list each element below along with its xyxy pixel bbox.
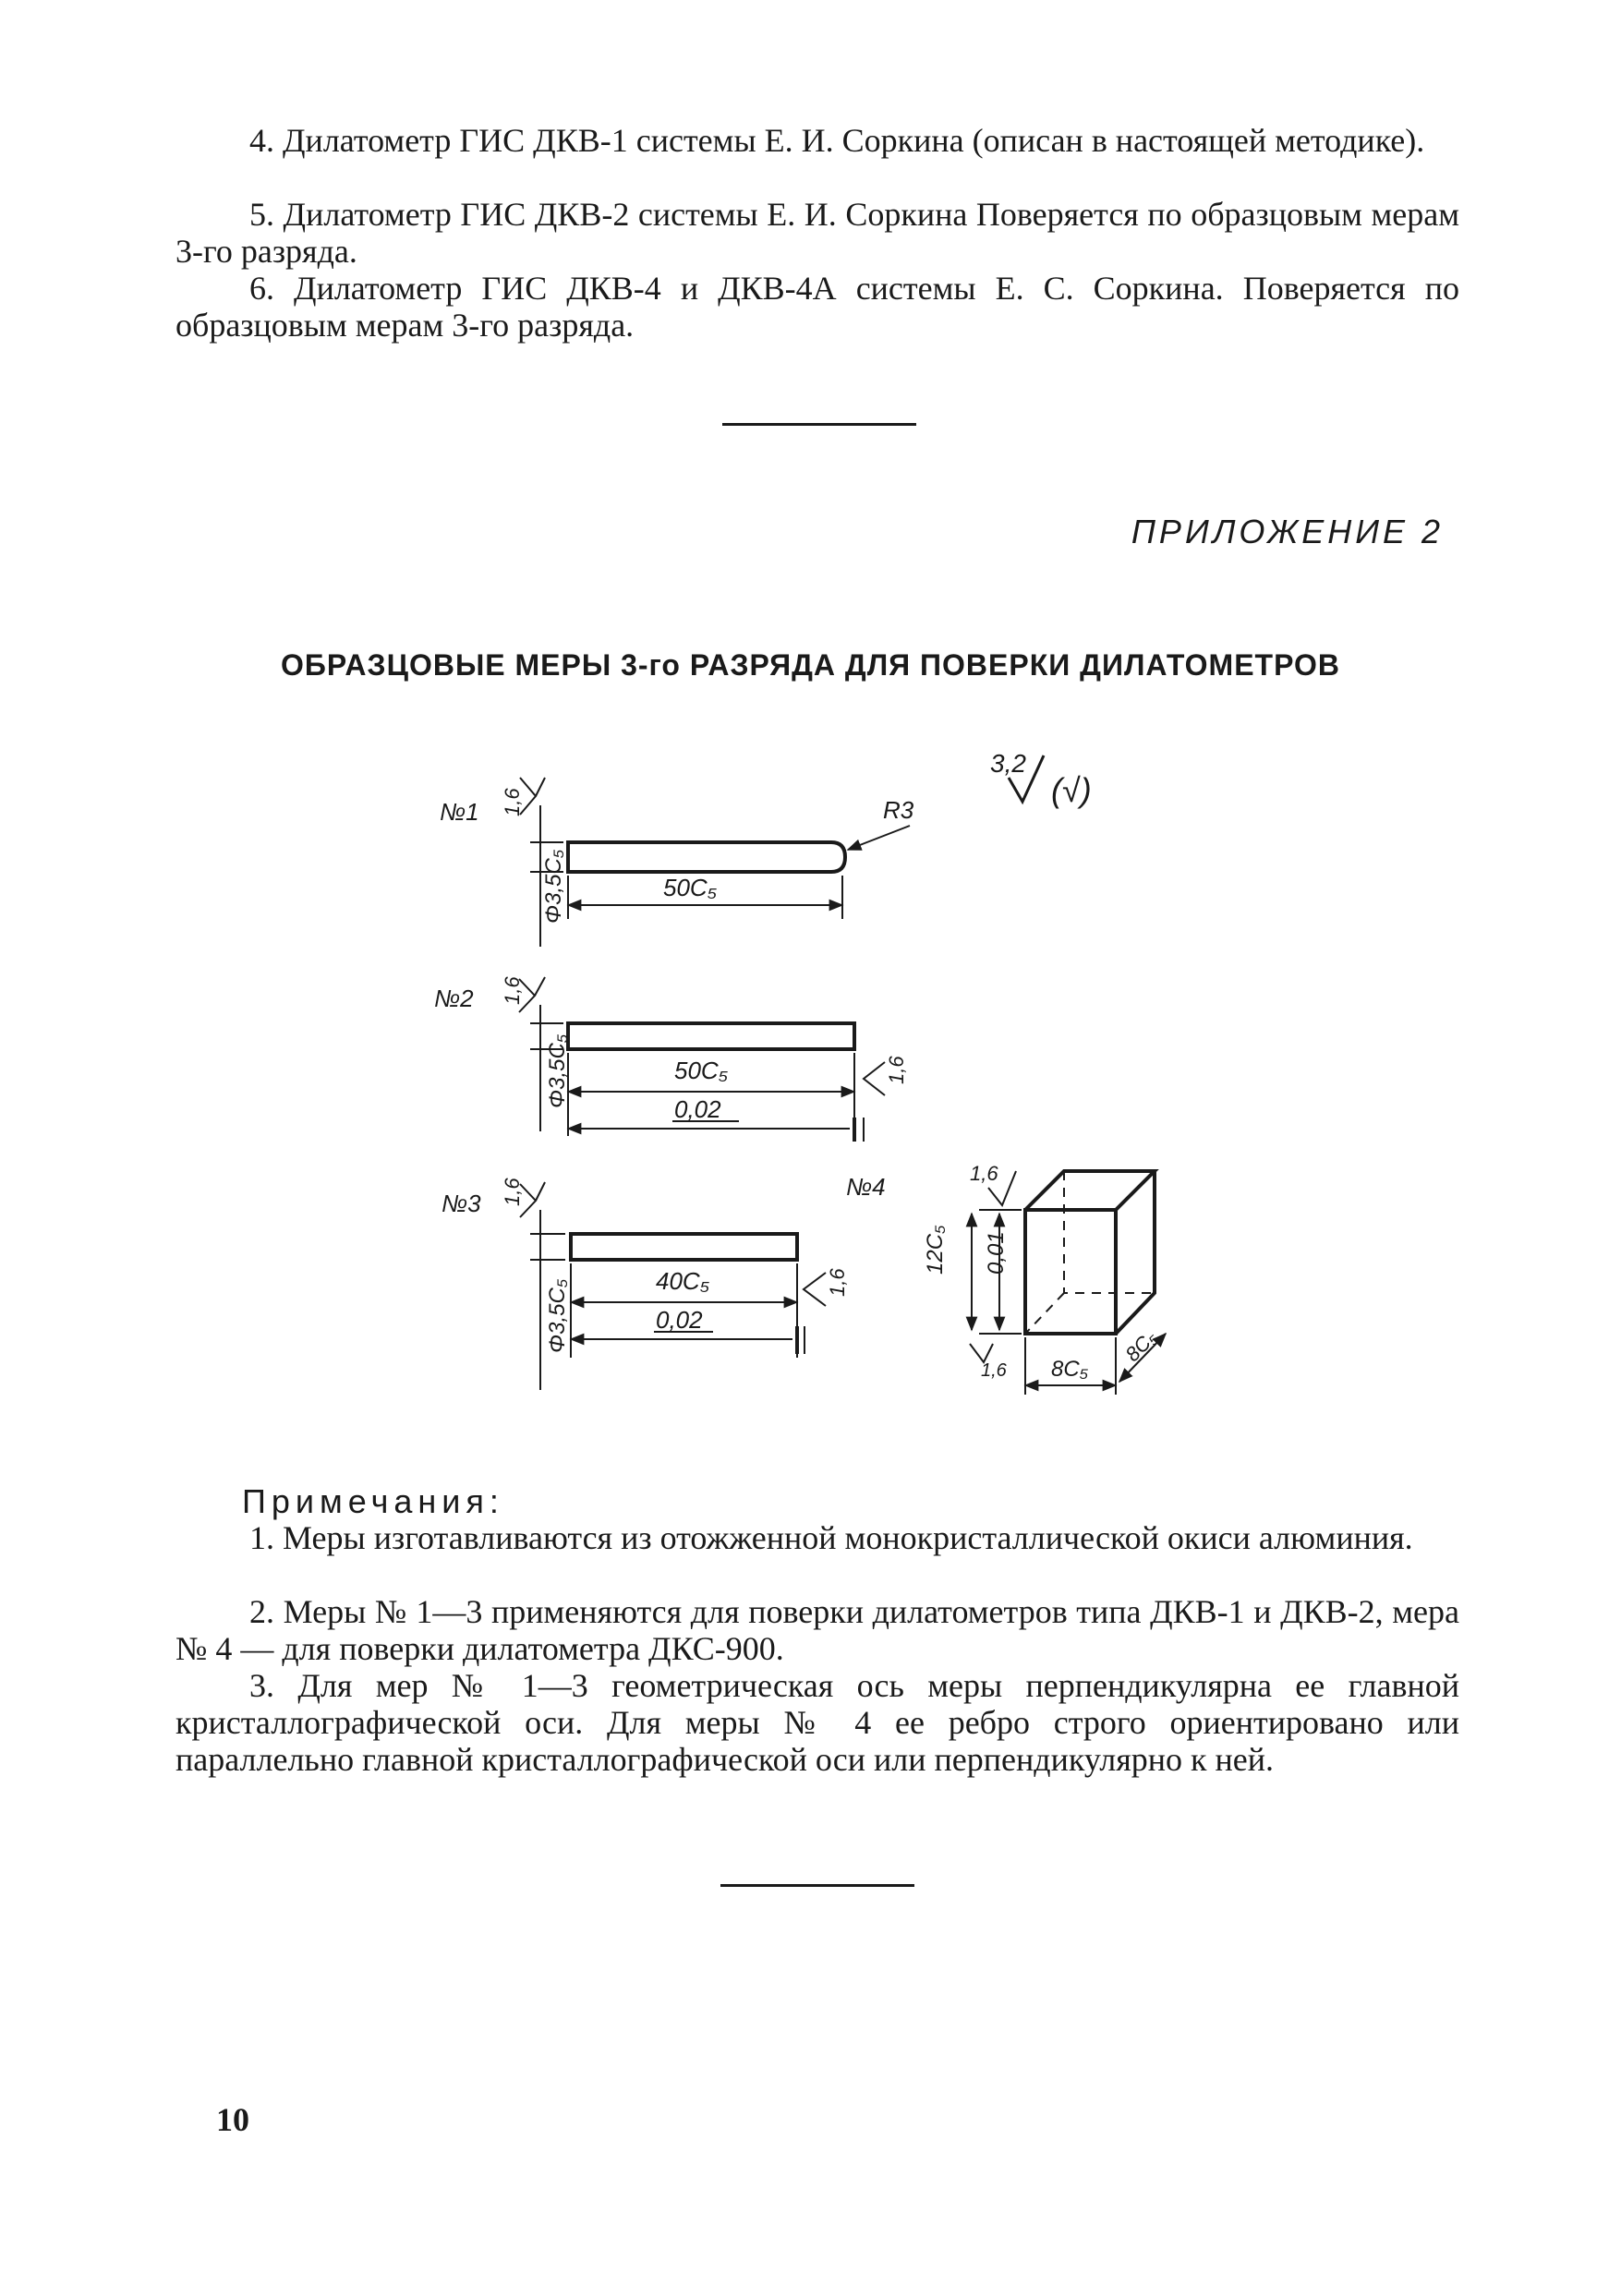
appendix-label: ПРИЛОЖЕНИЕ 2 [1131, 513, 1444, 550]
svg-text:0,02: 0,02 [674, 1095, 721, 1123]
roughness-general [990, 749, 1092, 809]
svg-text:Φ3,5C₅: Φ3,5C₅ [545, 1278, 570, 1353]
section-heading: ОБРАЗЦОВЫЕ МЕРЫ 3-го РАЗРЯДА ДЛЯ ПОВЕРКИ ДИЛАТОМЕТРОВ [280, 648, 1341, 682]
svg-text:№2: №2 [434, 985, 474, 1012]
svg-text:8C₅: 8C₅ [1120, 1325, 1162, 1366]
svg-text:№4: №4 [846, 1173, 886, 1201]
svg-text:12C₅: 12C₅ [923, 1225, 948, 1275]
part-2 [434, 976, 908, 1142]
svg-text:8C₅: 8C₅ [1051, 1357, 1089, 1382]
svg-text:1,6: 1,6 [826, 1268, 849, 1297]
note-2: 2. Меры № 1—3 применяются для поверки дилатометров типа ДКВ-1 и ДКВ-2, мера № 4 — для поверки дилатометра ДКС-900. [175, 1593, 1459, 1667]
part-1 [440, 778, 914, 947]
svg-text:40C₅: 40C₅ [656, 1267, 710, 1295]
svg-text:(√): (√) [1051, 771, 1092, 809]
svg-text:№1: №1 [440, 798, 479, 826]
list-item-5: 5. Дилатометр ГИС ДКВ-2 системы Е. И. Соркина Поверяется по образцовым мерам 3-го разряда. [175, 196, 1459, 270]
note-3: 3. Для мер № 1—3 геометрическая ось меры перпендикулярна ее главной кристаллографической оси. Для меры № 4 ее ребро строго ориентировано или параллельно главной кристаллографической оси или перпендикулярно к ней. [175, 1667, 1459, 1778]
note-1: 1. Меры изготавливаются из отожженной монокристаллической окиси алюминия. [249, 1519, 1413, 1556]
separator-rule-bottom [720, 1884, 914, 1887]
svg-text:1,6: 1,6 [970, 1162, 998, 1185]
svg-text:1,6: 1,6 [981, 1360, 1007, 1381]
part-4 [846, 1162, 1166, 1395]
svg-text:R3: R3 [883, 796, 914, 824]
svg-text:1,6: 1,6 [501, 976, 524, 1005]
page-number: 10 [216, 2101, 249, 2138]
svg-text:50C₅: 50C₅ [663, 874, 718, 901]
svg-text:1,6: 1,6 [501, 788, 524, 816]
svg-text:Φ3,5C₅: Φ3,5C₅ [541, 849, 566, 924]
list-item-6: 6. Дилатометр ГИС ДКВ-4 и ДКВ-4А системы Е. С. Соркина. Поверяется по образцовым мерам 3-го разряда. [175, 270, 1459, 344]
list-item-4: 4. Дилатометр ГИС ДКВ-1 системы Е. И. Соркина (описан в настоящей методике). [249, 122, 1425, 159]
notes-title: Примечания: [242, 1482, 504, 1520]
svg-text:1,6: 1,6 [501, 1178, 524, 1206]
svg-text:0,01: 0,01 [984, 1231, 1009, 1275]
svg-text:Φ3,5C₅: Φ3,5C₅ [545, 1033, 570, 1108]
svg-text:№3: №3 [442, 1190, 481, 1217]
part-3 [442, 1178, 849, 1390]
svg-text:3,2: 3,2 [990, 749, 1026, 778]
svg-text:50C₅: 50C₅ [674, 1057, 729, 1084]
svg-text:0,02: 0,02 [656, 1306, 703, 1334]
svg-text:1,6: 1,6 [885, 1056, 908, 1084]
